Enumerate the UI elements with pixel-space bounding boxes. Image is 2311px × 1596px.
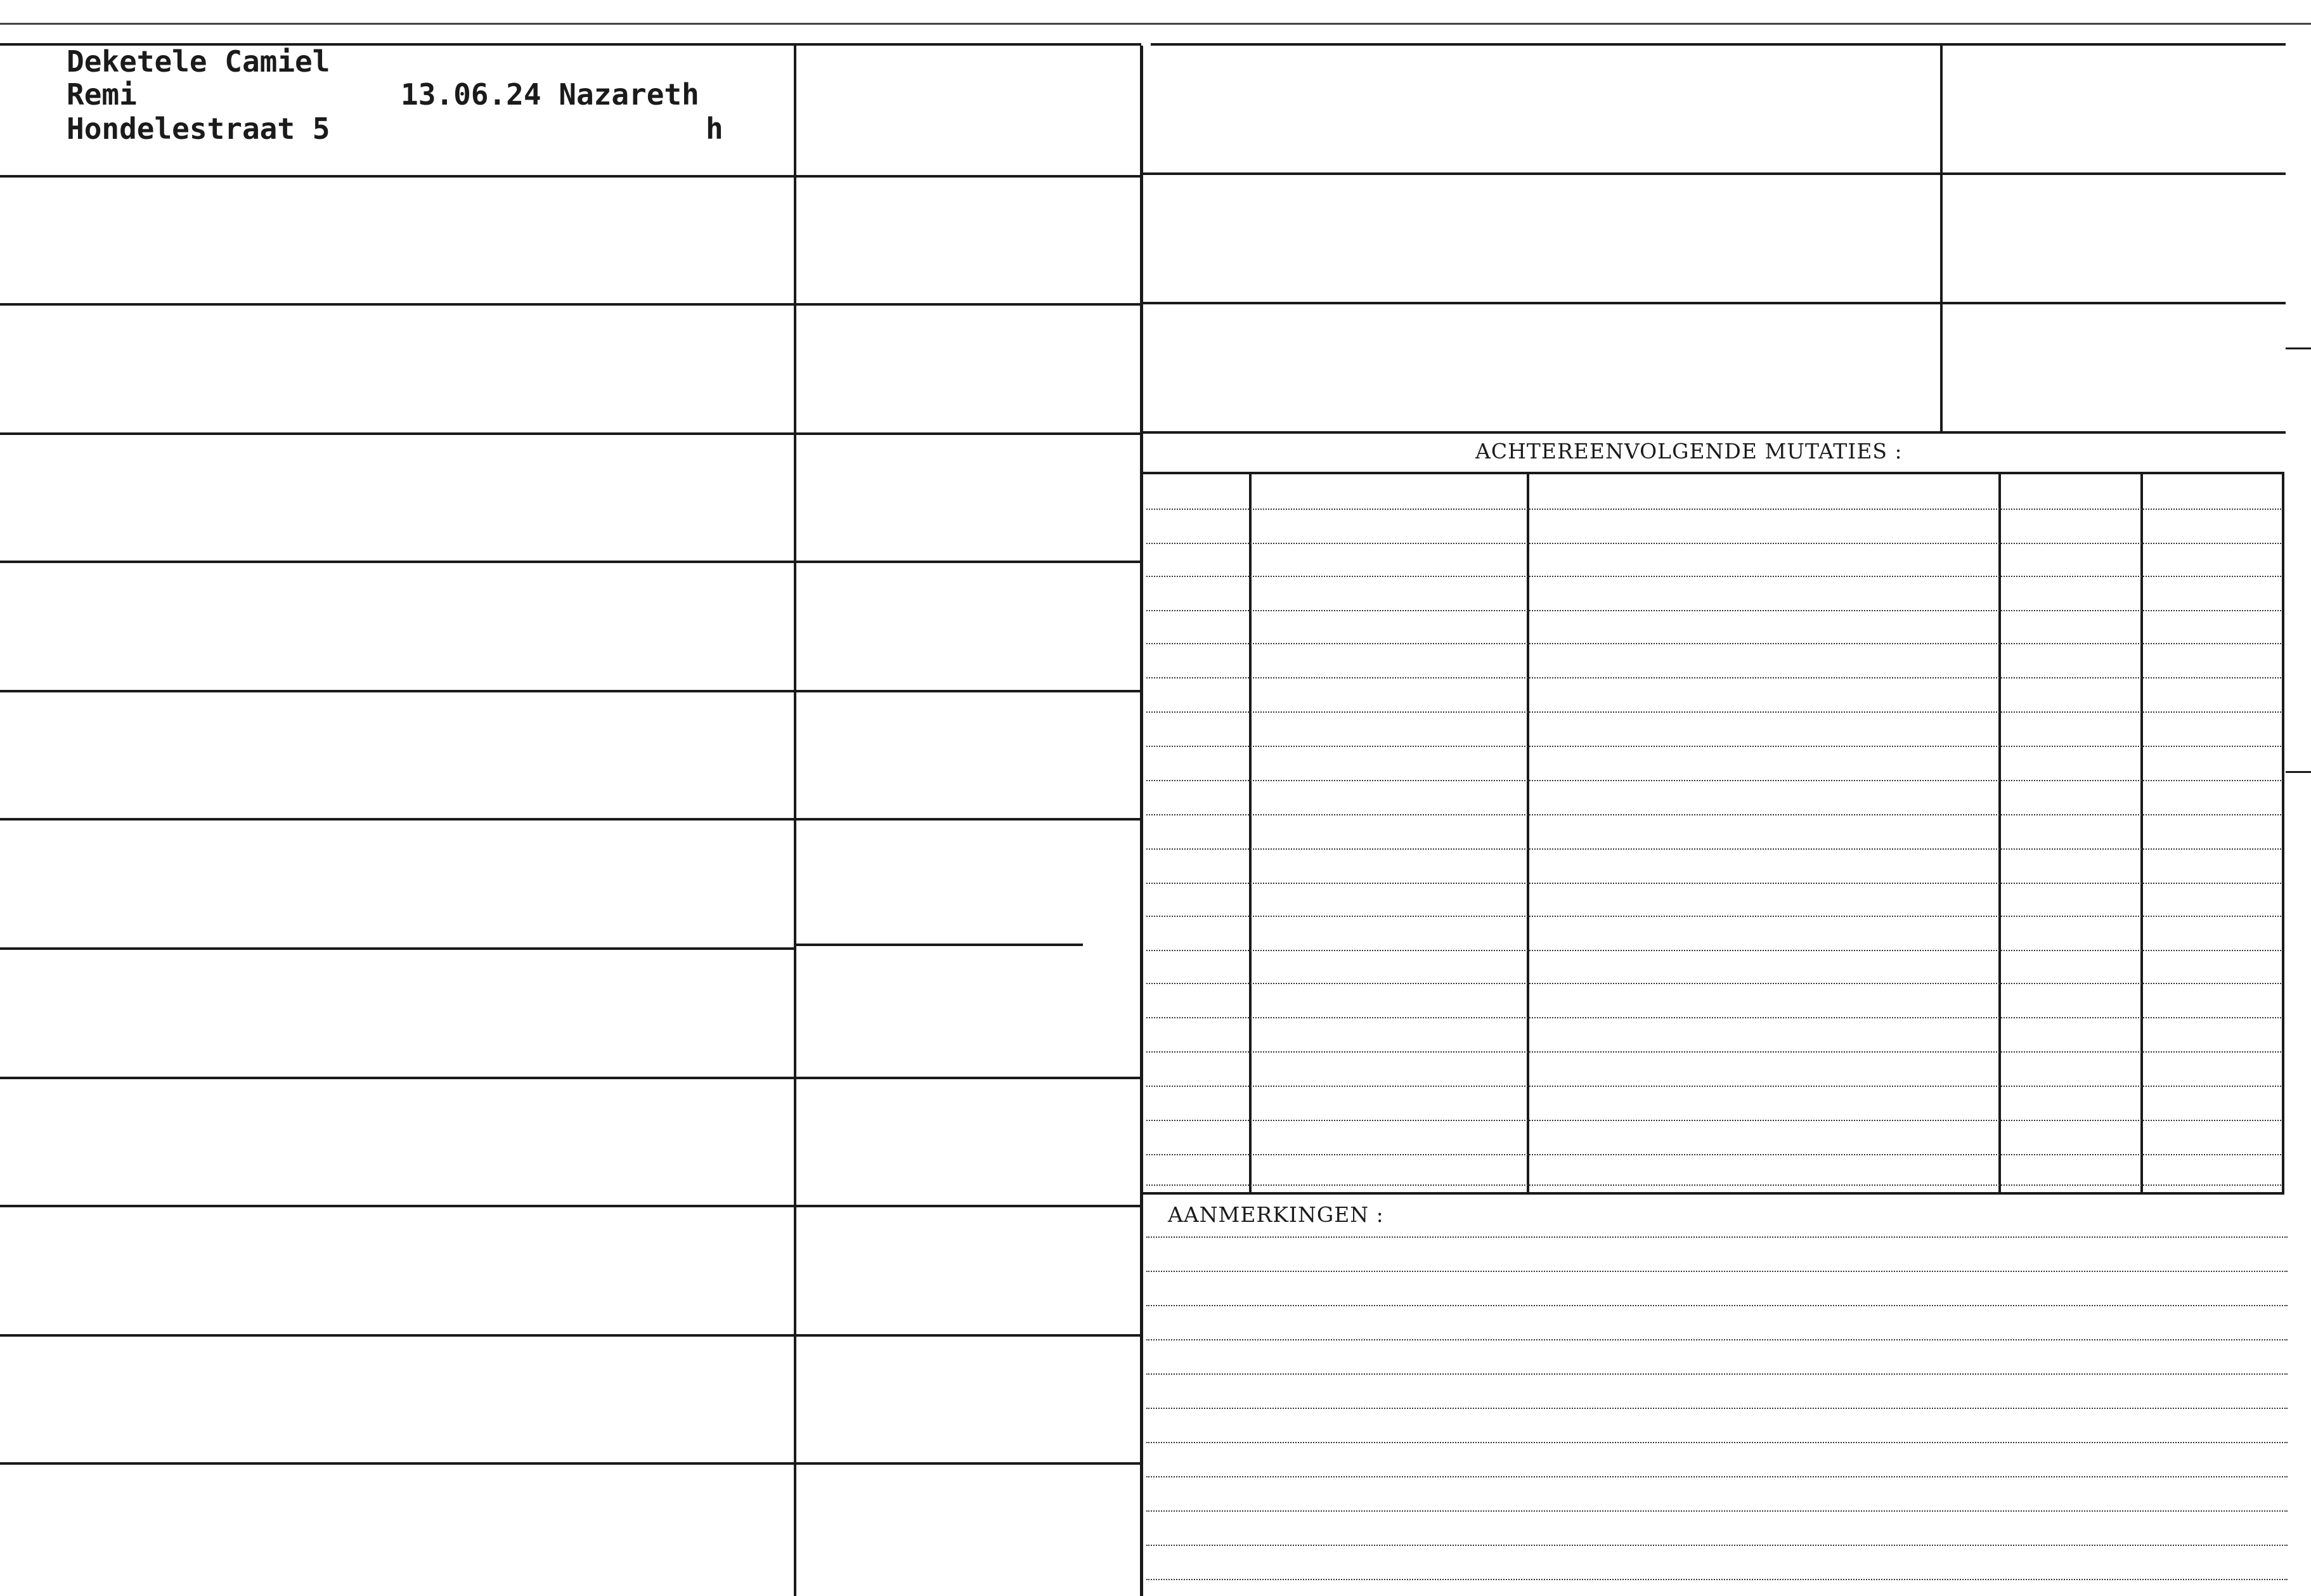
- remark-line: [1146, 1545, 2288, 1546]
- mutation-line: [1146, 711, 2281, 713]
- mutation-line: [1146, 643, 2281, 644]
- remark-line: [1146, 1236, 2288, 1238]
- left-row-line: [0, 1077, 794, 1079]
- remark-line: [1146, 1579, 2288, 1580]
- right-col-divider: [1940, 46, 1943, 432]
- remark-line: [1146, 1339, 2288, 1340]
- mid-row-line: [796, 1077, 1140, 1079]
- record-second-name: Remi: [67, 77, 137, 112]
- mutation-line: [1146, 1051, 2281, 1053]
- remark-line: [1146, 1476, 2288, 1477]
- mutation-line: [1146, 746, 2281, 747]
- record-name: Deketele Camiel: [67, 44, 330, 79]
- left-row-line: [0, 818, 794, 821]
- left-row-line: [0, 690, 794, 692]
- mid-row-line: [796, 1205, 1140, 1207]
- mutation-line: [1146, 883, 2281, 884]
- mutations-col-divider: [1249, 474, 1252, 1192]
- mutation-line: [1146, 1086, 2281, 1087]
- mutation-line: [1146, 1184, 2281, 1186]
- remark-line: [1146, 1271, 2288, 1272]
- mutation-line: [1146, 509, 2281, 510]
- mutation-line: [1146, 983, 2281, 984]
- edge-tick: [2286, 347, 2311, 349]
- middle-divider: [1140, 46, 1143, 1596]
- left-row-line: [0, 1462, 794, 1465]
- record-address: Hondelestraat 5: [67, 112, 330, 146]
- right-row-line: [1143, 302, 2286, 304]
- mutations-heading: ACHTEREENVOLGENDE MUTATIES :: [1475, 439, 1903, 464]
- remark-line: [1146, 1373, 2288, 1375]
- mid-row-line: [796, 432, 1140, 435]
- edge-tick: [2286, 771, 2311, 773]
- left-row-line: [0, 1334, 794, 1337]
- mutations-top-line: [1143, 472, 2284, 474]
- mutation-line: [1146, 848, 2281, 850]
- right-row-line: [1143, 431, 2286, 434]
- remark-line: [1146, 1442, 2288, 1443]
- mutations-col-divider: [2140, 474, 2143, 1192]
- mid-row-line: [796, 690, 1140, 692]
- left-row-line: [0, 561, 794, 563]
- record-birth: 13.06.24 Nazareth: [401, 77, 699, 112]
- mutations-col-divider: [1527, 474, 1529, 1192]
- left-row-line: [0, 175, 794, 178]
- mid-row-line: [796, 818, 1140, 821]
- mutation-line: [1146, 916, 2281, 917]
- left-row-line: [0, 303, 794, 306]
- mutation-line: [1146, 1154, 2281, 1155]
- mutation-line: [1146, 780, 2281, 781]
- top-edge-rule: [0, 23, 2311, 25]
- mutation-line: [1146, 610, 2281, 611]
- left-col-divider: [794, 46, 796, 1596]
- mid-row-line: [796, 175, 1140, 178]
- left-row-line: [0, 947, 794, 950]
- left-row-line: [0, 1205, 794, 1207]
- mid-row-line: [796, 1334, 1140, 1337]
- mutation-line: [1146, 576, 2281, 577]
- mid-row-line: [796, 561, 1140, 563]
- mid-row-line: [796, 303, 1140, 306]
- mutation-line: [1146, 1017, 2281, 1018]
- mutations-col-divider: [1998, 474, 2001, 1192]
- mutation-line: [1146, 814, 2281, 815]
- remark-line: [1146, 1305, 2288, 1306]
- record-marker: h: [706, 112, 723, 146]
- mutations-bottom-line: [1143, 1192, 2284, 1195]
- remarks-heading: AANMERKINGEN :: [1168, 1202, 1384, 1227]
- mutations-right-border: [2282, 474, 2284, 1192]
- mid-row-line: [796, 944, 1083, 946]
- mutation-line: [1146, 1120, 2281, 1121]
- mid-row-line: [796, 1462, 1140, 1465]
- mutation-line: [1146, 543, 2281, 544]
- top-border-right: [1151, 43, 2286, 46]
- left-row-line: [0, 432, 794, 435]
- mutation-line: [1146, 950, 2281, 951]
- mutation-line: [1146, 677, 2281, 678]
- right-row-line: [1143, 172, 2286, 175]
- remark-line: [1146, 1510, 2288, 1512]
- remark-line: [1146, 1408, 2288, 1409]
